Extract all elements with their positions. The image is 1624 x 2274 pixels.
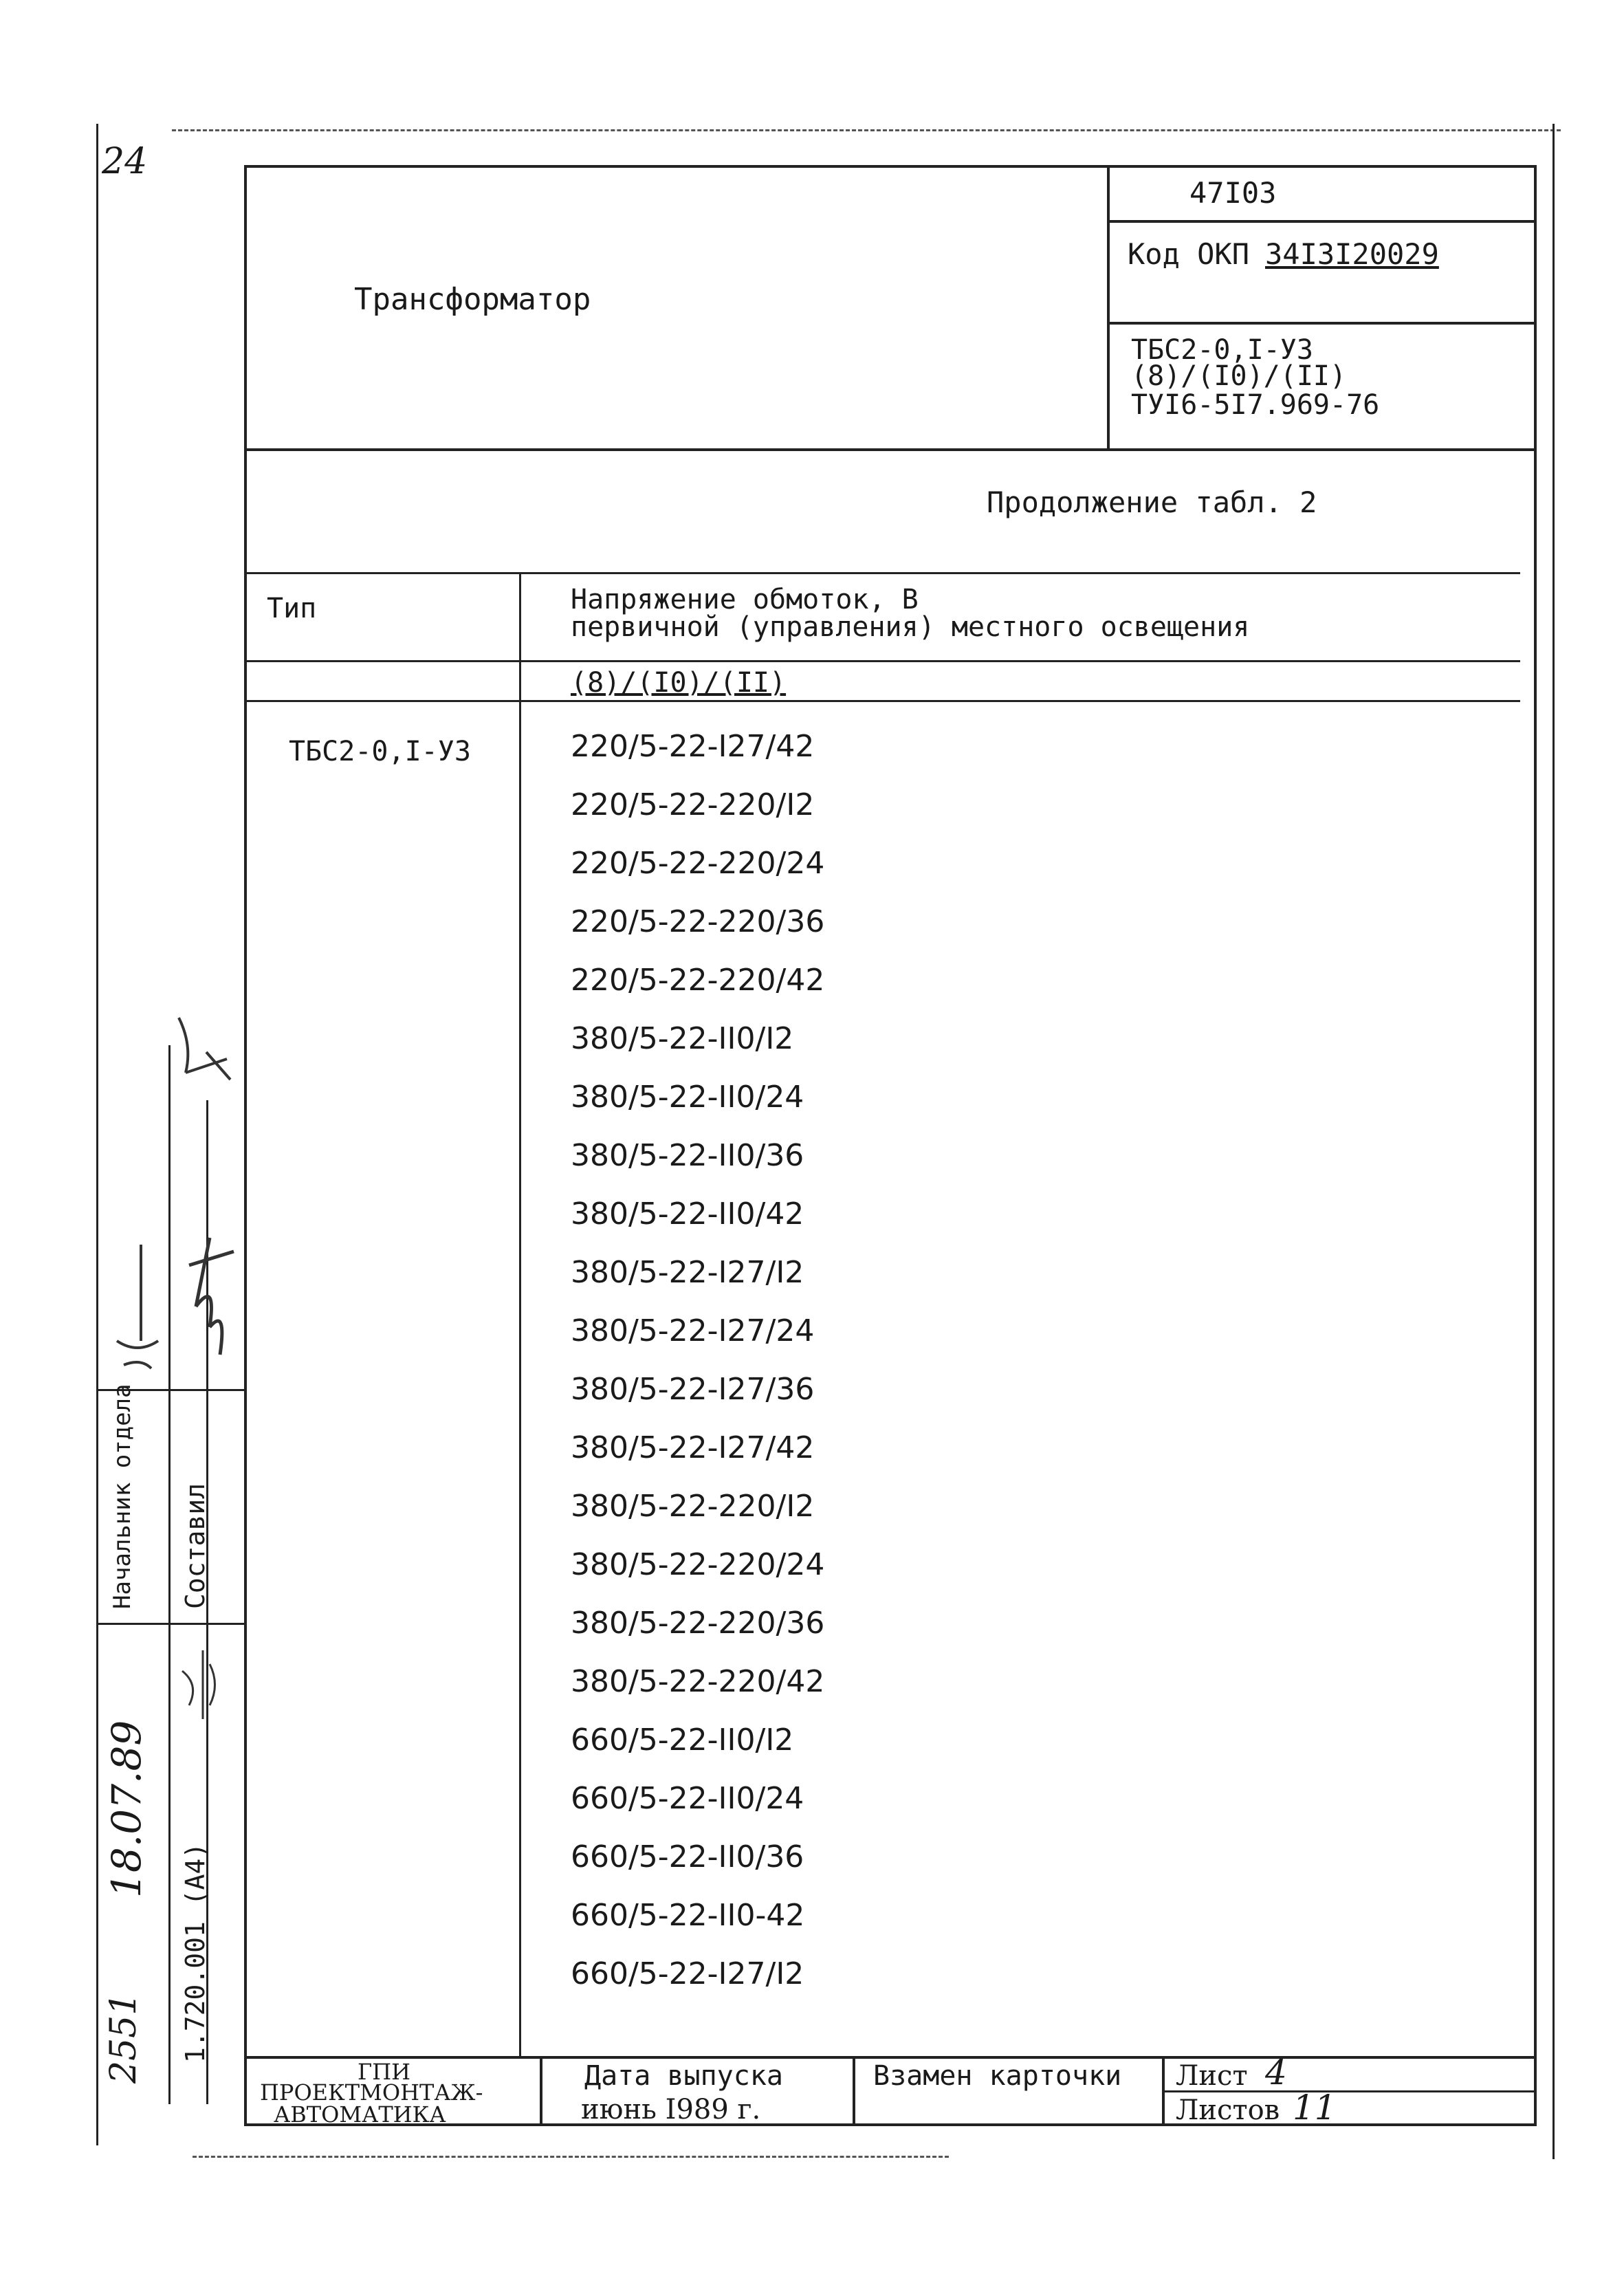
page-frame-left	[96, 124, 98, 2145]
subheader: (8)/(I0)/(II)	[571, 667, 787, 699]
margin-line-bottom	[96, 1623, 244, 1625]
page-frame-top	[172, 129, 1561, 131]
table-row: 380/5-22-220/I2	[571, 1489, 815, 1524]
code-number: 47I03	[1189, 176, 1277, 210]
footer-divider-2	[853, 2056, 855, 2125]
replace-label: Взамен карточки	[873, 2060, 1122, 2092]
date-label: Дата выпуска	[584, 2060, 783, 2092]
approval-tick-icon	[165, 1011, 241, 1093]
continuation-label: Продолжение табл. 2	[987, 485, 1317, 519]
inventory-number: 2551	[103, 1992, 144, 2084]
table-row: 660/5-22-II0/I2	[571, 1723, 794, 1758]
designation-line-3: ТУI6-5I7.969-76	[1131, 389, 1380, 421]
table-row: 220/5-22-I27/42	[571, 729, 815, 764]
table-subheader-line	[244, 700, 1520, 702]
frame-left	[244, 165, 247, 2125]
okp-label: Код ОКП	[1128, 237, 1250, 271]
form-code: 1.720.001 (А4)	[180, 1842, 210, 2063]
header-line-2	[1107, 322, 1537, 325]
compiled-by-label: Составил	[180, 1483, 210, 1609]
table-row: 220/5-22-220/36	[571, 904, 825, 939]
okp-value: 34I3I20029	[1265, 237, 1439, 271]
table-row: 380/5-22-220/36	[571, 1606, 825, 1641]
table-row: 660/5-22-II0-42	[571, 1898, 805, 1933]
type-value: ТБС2-0,I-У3	[289, 736, 471, 767]
small-signature-icon	[168, 1643, 230, 1726]
table-row: 380/5-22-II0/42	[571, 1196, 804, 1232]
table-row: 380/5-22-220/24	[571, 1547, 825, 1582]
footer-divider-1	[540, 2056, 542, 2125]
table-top-line	[244, 572, 1520, 574]
head-signature-icon	[103, 1238, 165, 1375]
table-column-divider	[519, 572, 521, 2057]
footer-top-line	[244, 2056, 1537, 2059]
document-title: Трансформатор	[354, 282, 591, 317]
header-bottom-line	[244, 448, 1537, 451]
table-row: 220/5-22-220/42	[571, 963, 825, 998]
col-type-header: Тип	[267, 593, 317, 624]
table-row: 380/5-22-II0/I2	[571, 1021, 794, 1056]
header-line-1	[1107, 220, 1537, 223]
frame-right	[1534, 165, 1537, 2125]
page-frame-bottom	[193, 2156, 949, 2158]
sheet-value: 4	[1265, 2053, 1287, 2092]
margin-line-1	[168, 1045, 171, 2104]
sheet-label: Лист	[1176, 2060, 1248, 2092]
col-voltage-header-line-2: первичной (управления) местного освещения	[571, 611, 1250, 643]
frame-top	[244, 165, 1537, 168]
compiler-signature-icon	[168, 1224, 244, 1375]
table-row: 660/5-22-I27/I2	[571, 1956, 804, 1991]
table-row: 380/5-22-I27/I2	[571, 1255, 804, 1290]
org-line-3: АВТОМАТИКА	[274, 2101, 446, 2128]
table-row: 220/5-22-220/I2	[571, 787, 815, 822]
table-row: 660/5-22-II0/24	[571, 1781, 804, 1816]
sheets-label: Листов	[1176, 2095, 1280, 2126]
head-of-department-label: Начальник отдела	[109, 1384, 136, 1609]
designation-line-2: (8)/(I0)/(II)	[1131, 360, 1347, 392]
date-value: июнь I989 г.	[581, 2094, 761, 2125]
table-row: 380/5-22-II0/36	[571, 1138, 804, 1173]
table-row: 220/5-22-220/24	[571, 846, 825, 881]
table-row: 660/5-22-II0/36	[571, 1839, 804, 1874]
org-line-1: ГПИ	[358, 2059, 410, 2085]
table-row: 380/5-22-I27/42	[571, 1430, 815, 1465]
header-divider	[1107, 165, 1110, 450]
designation-line-1: ТБС2-0,I-У3	[1131, 334, 1313, 366]
table-row: 380/5-22-II0/24	[571, 1080, 804, 1115]
sheets-value: 11	[1293, 2088, 1337, 2128]
table-row: 380/5-22-220/42	[571, 1664, 825, 1699]
table-row: 380/5-22-I27/24	[571, 1313, 815, 1348]
page-frame-right	[1552, 124, 1555, 2159]
org-line-2: ПРОЕКТМОНТАЖ-	[260, 2079, 483, 2106]
table-header-line	[244, 660, 1520, 662]
col-voltage-header-line-1: Напряжение обмоток, В	[571, 584, 919, 615]
margin-date-signature: 18.07.89	[103, 1720, 150, 1898]
corner-page-number: 24	[102, 141, 148, 182]
table-row: 380/5-22-I27/36	[571, 1372, 815, 1407]
